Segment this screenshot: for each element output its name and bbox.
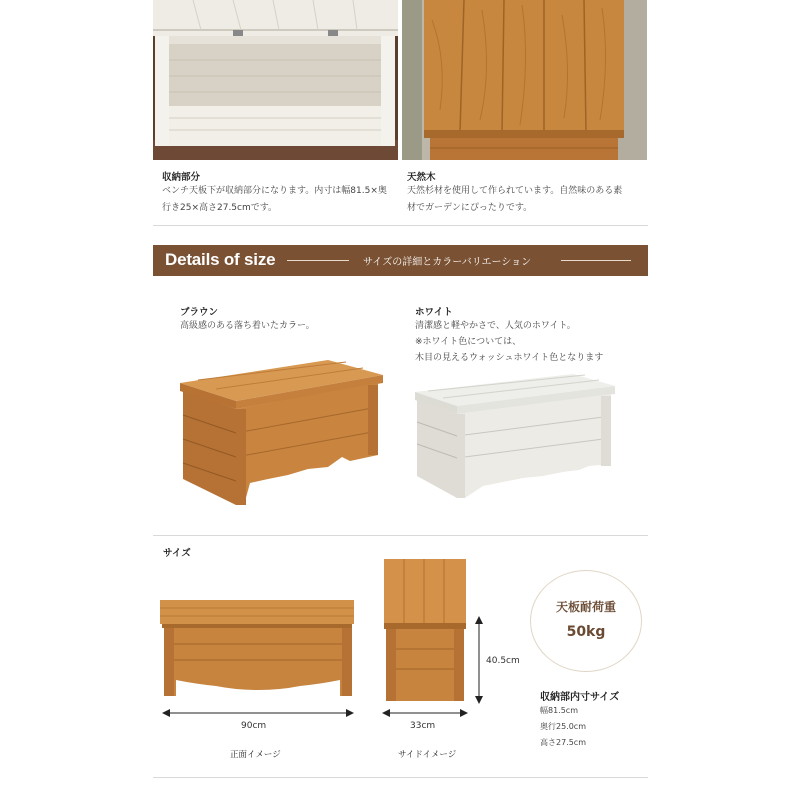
inner-depth: 奥行25.0cm <box>540 722 587 731</box>
wood-caption-line1: 天然杉材を使用して作られています。自然味のある素 <box>407 186 623 196</box>
load-capacity-title: 天板耐荷重 <box>555 600 616 614</box>
wood-photo-image <box>402 0 647 160</box>
white-desc-3: 木目の見えるウォッシュホワイト色となります <box>415 353 604 363</box>
white-title: ホワイト <box>415 307 453 318</box>
brown-bench-image <box>178 357 388 507</box>
divider-bottom <box>153 777 648 778</box>
wood-caption-line2: 材でガーデンにぴったりです。 <box>407 203 533 213</box>
storage-photo <box>153 0 398 160</box>
storage-caption-title: 収納部分 <box>162 172 201 183</box>
banner-rule-right <box>561 260 631 261</box>
side-view-image <box>382 557 468 705</box>
storage-photo-image <box>153 0 398 160</box>
brown-desc: 高級感のある落ち着いたカラー。 <box>180 321 315 331</box>
storage-caption-line2: 行き25×高さ27.5cmです。 <box>162 203 278 213</box>
size-heading: サイズ <box>163 548 191 559</box>
banner-rule-left <box>287 260 349 261</box>
front-view-image <box>160 598 356 702</box>
front-view-label: 正面イメージ <box>230 750 281 760</box>
white-desc-1: 清潔感と軽やかさで、人気のホワイト。 <box>415 321 576 331</box>
side-view-label: サイドイメージ <box>398 750 457 760</box>
divider-top <box>153 225 648 226</box>
height-arrow <box>472 614 486 706</box>
depth-value: 33cm <box>410 721 436 731</box>
white-desc-2: ※ホワイト色については、 <box>415 337 522 347</box>
load-capacity-value: 50kg <box>566 624 606 640</box>
load-capacity-badge <box>530 570 642 672</box>
inner-size-title: 収納部内寸サイズ <box>540 692 620 703</box>
storage-caption-line1: ベンチ天板下が収納部分になります。内寸は幅81.5×奥 <box>162 186 387 196</box>
white-bench-image <box>413 372 618 502</box>
brown-title: ブラウン <box>180 307 219 318</box>
depth-arrow <box>380 706 470 720</box>
divider-middle <box>153 535 648 536</box>
height-value: 40.5cm <box>486 656 520 666</box>
inner-height: 高さ27.5cm <box>540 738 587 747</box>
details-banner <box>153 245 648 276</box>
banner-title: Details of size <box>165 250 276 269</box>
width-arrow <box>160 706 356 720</box>
banner-subtitle: サイズの詳細とカラーバリエーション <box>363 257 532 268</box>
width-value: 90cm <box>241 721 267 731</box>
wood-caption-title: 天然木 <box>407 172 436 183</box>
wood-photo <box>402 0 647 160</box>
inner-width: 幅81.5cm <box>540 706 579 715</box>
